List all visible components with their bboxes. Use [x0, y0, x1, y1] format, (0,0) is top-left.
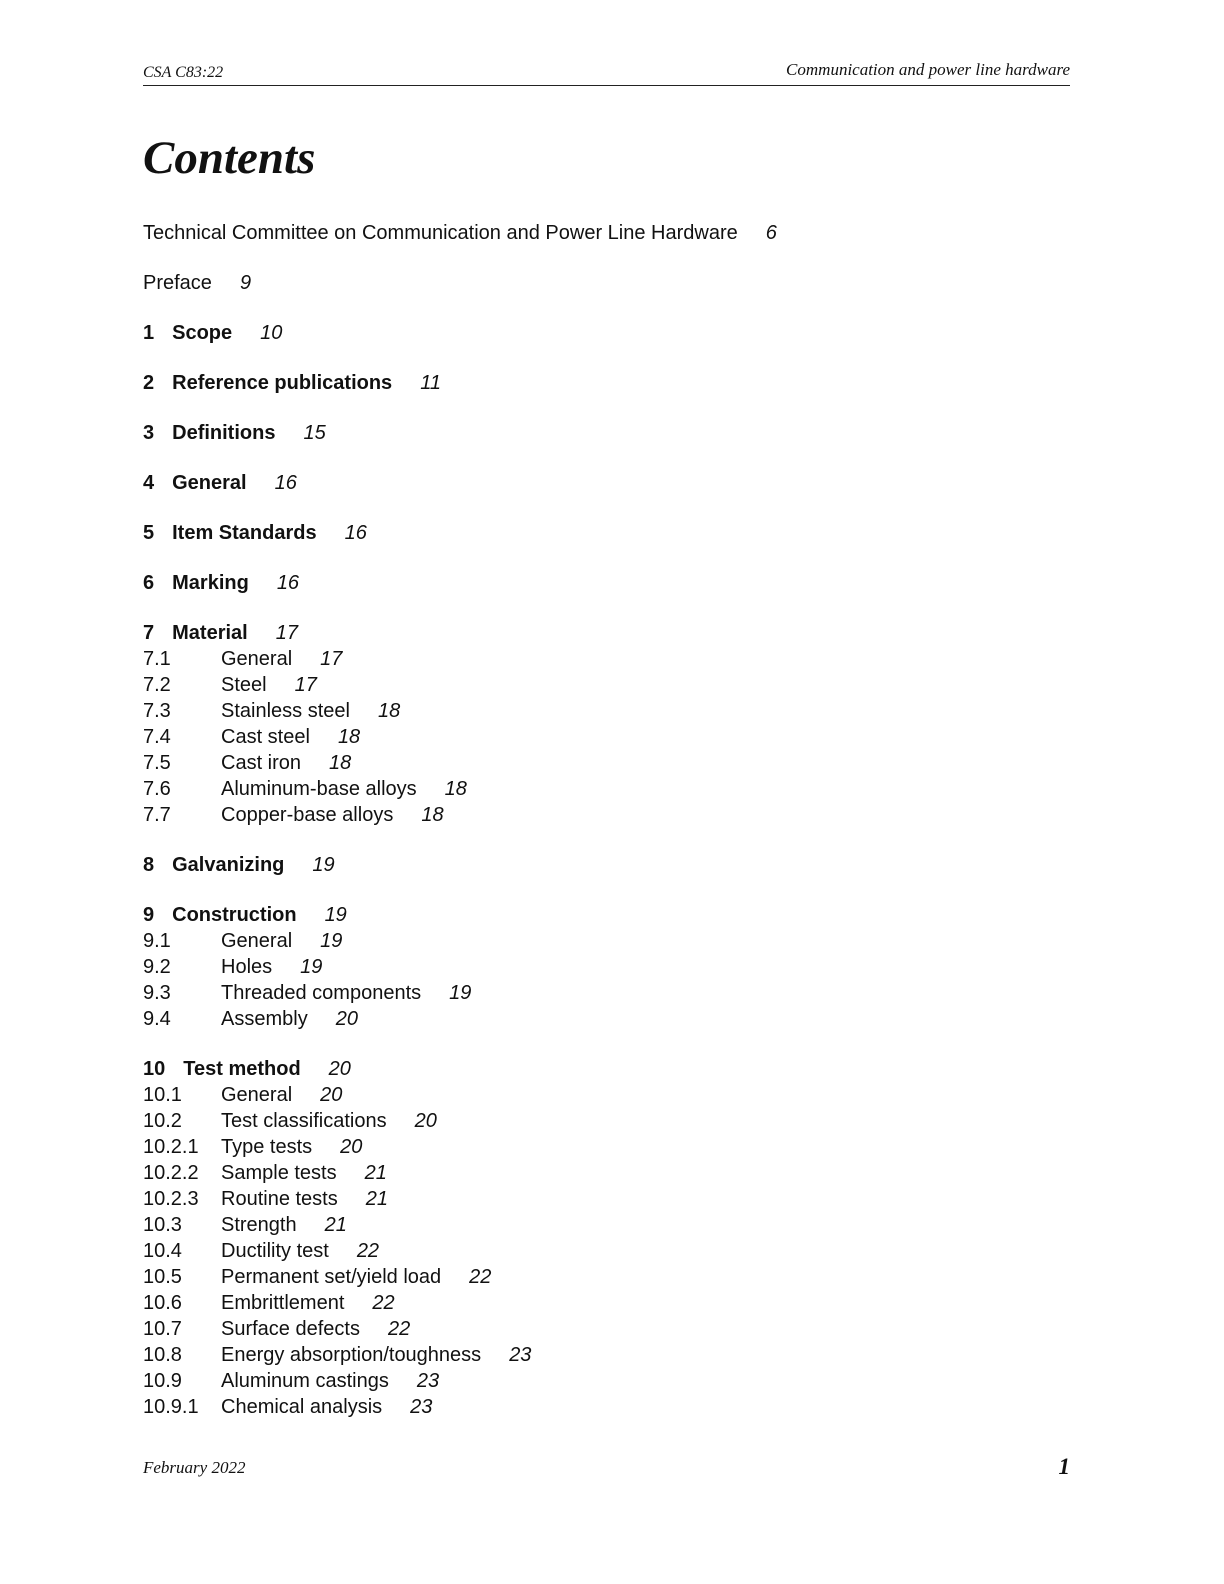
toc-page-number: 18: [444, 778, 467, 800]
toc-entry[interactable]: [143, 672, 1070, 698]
toc-section-title: Type tests: [221, 1136, 313, 1158]
toc-section-number: 7.1: [143, 648, 171, 670]
toc-page-number: 16: [274, 472, 297, 494]
toc-page-number: 22: [387, 1318, 411, 1340]
toc-entry[interactable]: [143, 852, 1070, 878]
toc-entry[interactable]: [143, 520, 1070, 546]
table-of-contents: [143, 220, 1070, 1420]
toc-page-number: 19: [300, 956, 323, 978]
toc-section-title: Technical Committee on Communication and Power Line Hardware: [143, 222, 738, 244]
toc-section-title: Aluminum castings: [221, 1370, 389, 1392]
toc-page-number: 20: [335, 1008, 358, 1030]
toc-section-title: Steel: [221, 674, 267, 696]
toc-entry[interactable]: [143, 802, 1070, 828]
toc-page-number: 20: [414, 1110, 437, 1132]
toc-section-title: Chemical analysis: [221, 1396, 383, 1418]
toc-page-number: 10: [260, 322, 283, 344]
page-header: [143, 58, 1070, 86]
toc-page-number: 21: [324, 1214, 347, 1236]
toc-section-number: 2: [143, 372, 155, 394]
toc-section-title: Test method: [183, 1058, 301, 1080]
toc-page-number: 20: [320, 1084, 343, 1106]
toc-page-number: 22: [372, 1292, 395, 1314]
toc-entry[interactable]: [143, 724, 1070, 750]
toc-section-title: Item Standards: [172, 522, 317, 544]
toc-section-title: Copper-base alloys: [221, 804, 394, 826]
toc-section-number: 7: [143, 622, 155, 644]
toc-page-number: 23: [509, 1344, 532, 1366]
toc-page-number: 23: [410, 1396, 433, 1418]
toc-section-number: 10.2.2: [143, 1162, 199, 1184]
toc-page-number: 19: [324, 904, 347, 926]
toc-entry[interactable]: [143, 776, 1070, 802]
toc-section-number: 9.3: [143, 982, 171, 1004]
toc-page-number: 21: [365, 1188, 388, 1210]
toc-page-number: 19: [449, 982, 472, 1004]
toc-section-title: Cast iron: [221, 752, 302, 774]
toc-page-number: 23: [416, 1370, 440, 1392]
toc-section-title: Material: [172, 622, 248, 644]
toc-section-title: Reference publications: [172, 372, 393, 394]
publication-date: February 2022: [143, 1458, 246, 1477]
toc-section-number: 7.5: [143, 752, 171, 774]
toc-page-number: 21: [364, 1162, 387, 1184]
toc-entry[interactable]: [143, 420, 1070, 446]
toc-entry[interactable]: [143, 1108, 1070, 1134]
toc-entry[interactable]: [143, 1186, 1070, 1212]
document-subject: Communication and power line hardware: [786, 60, 1070, 79]
toc-entry[interactable]: [143, 980, 1070, 1006]
toc-section-number: 9.1: [143, 930, 171, 952]
toc-page-number: 19: [320, 930, 343, 952]
toc-entry[interactable]: [143, 1212, 1070, 1238]
toc-section-title: Threaded components: [221, 982, 422, 1004]
toc-section-title: Embrittlement: [221, 1292, 345, 1314]
toc-page-number: 22: [469, 1266, 492, 1288]
toc-section-number: 10.2.3: [143, 1188, 199, 1210]
toc-section-title: Definitions: [172, 422, 276, 444]
toc-section-title: Test classifications: [221, 1110, 387, 1132]
toc-section-title: General: [221, 648, 293, 670]
toc-section-title: Permanent set/yield load: [221, 1266, 442, 1288]
toc-section-number: 10.2.1: [143, 1136, 199, 1158]
toc-section-title: Sample tests: [221, 1162, 337, 1184]
toc-page-number: 16: [344, 522, 367, 544]
toc-section-number: 7.3: [143, 700, 171, 722]
toc-entry[interactable]: [143, 1394, 1070, 1420]
toc-entry[interactable]: [143, 1238, 1070, 1264]
toc-section-number: 9.2: [143, 956, 171, 978]
toc-entry[interactable]: [143, 270, 1070, 296]
toc-entry[interactable]: [143, 1316, 1070, 1342]
toc-section-number: 10.1: [143, 1084, 182, 1106]
toc-entry[interactable]: [143, 1160, 1070, 1186]
toc-section-title: Assembly: [221, 1008, 308, 1030]
toc-section-number: 4: [143, 472, 155, 494]
toc-entry[interactable]: [143, 1056, 1070, 1082]
toc-section-title: Strength: [221, 1214, 297, 1236]
toc-section-title: Ductility test: [221, 1240, 329, 1262]
toc-entry[interactable]: [143, 902, 1070, 928]
toc-section-title: General: [221, 1084, 293, 1106]
toc-entry[interactable]: [143, 220, 1070, 246]
toc-section-number: 10: [143, 1058, 166, 1080]
toc-section-number: 1: [143, 322, 155, 344]
toc-section-number: 10.9.1: [143, 1396, 199, 1418]
toc-section-title: Scope: [172, 322, 233, 344]
toc-section-title: Construction: [172, 904, 297, 926]
toc-section-number: 10.2: [143, 1110, 182, 1132]
toc-section-title: Routine tests: [221, 1188, 338, 1210]
toc-entry[interactable]: [143, 750, 1070, 776]
toc-page-number: 18: [377, 700, 401, 722]
toc-section-number: 5: [143, 522, 155, 544]
toc-page-number: 9: [239, 272, 252, 294]
toc-section-title: Surface defects: [221, 1318, 360, 1340]
toc-entry[interactable]: [143, 646, 1070, 672]
toc-entry[interactable]: [143, 698, 1070, 724]
toc-section-number: 10.4: [143, 1240, 182, 1262]
toc-section-number: 10.3: [143, 1214, 182, 1236]
toc-section-number: 6: [143, 572, 155, 594]
toc-page-number: 16: [276, 572, 300, 594]
toc-section-title: Stainless steel: [221, 700, 350, 722]
toc-entry[interactable]: [143, 1368, 1070, 1394]
page-title: Contents: [143, 132, 316, 184]
standard-code: CSA C83:22: [143, 64, 224, 81]
toc-section-number: 10.9: [143, 1370, 182, 1392]
toc-entry[interactable]: [143, 570, 1070, 596]
toc-section-number: 10.8: [143, 1344, 182, 1366]
toc-section-number: 9: [143, 904, 155, 926]
toc-entry[interactable]: [143, 320, 1070, 346]
toc-entry[interactable]: [143, 954, 1070, 980]
toc-entry[interactable]: [143, 1342, 1070, 1368]
toc-section-title: General: [172, 472, 247, 494]
toc-section-number: 8: [143, 854, 155, 876]
toc-entry[interactable]: [143, 370, 1070, 396]
toc-page-number: 17: [320, 648, 343, 670]
toc-section-number: 7.6: [143, 778, 171, 800]
toc-page-number: 22: [356, 1240, 380, 1262]
toc-section-title: Aluminum-base alloys: [221, 778, 417, 800]
toc-section-number: 7.7: [143, 804, 171, 826]
toc-entry[interactable]: [143, 1082, 1070, 1108]
toc-section-title: Marking: [172, 572, 249, 594]
toc-page-number: 15: [303, 422, 326, 444]
toc-section-title: Energy absorption/toughness: [221, 1344, 482, 1366]
toc-section-number: 7.2: [143, 674, 171, 696]
toc-section-number: 10.6: [143, 1292, 182, 1314]
toc-page-number: 18: [337, 726, 361, 748]
toc-section-number: 10.5: [143, 1266, 182, 1288]
toc-section-title: General: [221, 930, 293, 952]
toc-section-number: 10.7: [143, 1318, 182, 1340]
toc-entry[interactable]: [143, 470, 1070, 496]
toc-page-number: 19: [312, 854, 335, 876]
page-footer: [143, 1456, 1070, 1486]
toc-entry[interactable]: [143, 1006, 1070, 1032]
toc-page-number: 17: [294, 674, 317, 696]
toc-entry[interactable]: [143, 1264, 1070, 1290]
toc-entry[interactable]: [143, 1290, 1070, 1316]
toc-section-title: Holes: [221, 956, 273, 978]
toc-section-number: 3: [143, 422, 155, 444]
toc-page-number: 18: [421, 804, 444, 826]
toc-entry[interactable]: [143, 928, 1070, 954]
toc-section-number: 9.4: [143, 1008, 171, 1030]
toc-section-title: Galvanizing: [172, 854, 285, 876]
toc-entry[interactable]: [143, 620, 1070, 646]
toc-entry[interactable]: [143, 1134, 1070, 1160]
page-number: 1: [1058, 1454, 1070, 1479]
toc-page-number: 6: [765, 222, 777, 244]
toc-section-number: 7.4: [143, 726, 171, 748]
toc-section-title: Cast steel: [221, 726, 310, 748]
toc-section-title: Preface: [143, 272, 212, 294]
toc-page-number: 20: [328, 1058, 351, 1080]
toc-page-number: 11: [420, 372, 441, 394]
toc-page-number: 18: [329, 752, 352, 774]
toc-page-number: 20: [340, 1136, 363, 1158]
toc-page-number: 17: [275, 622, 298, 644]
